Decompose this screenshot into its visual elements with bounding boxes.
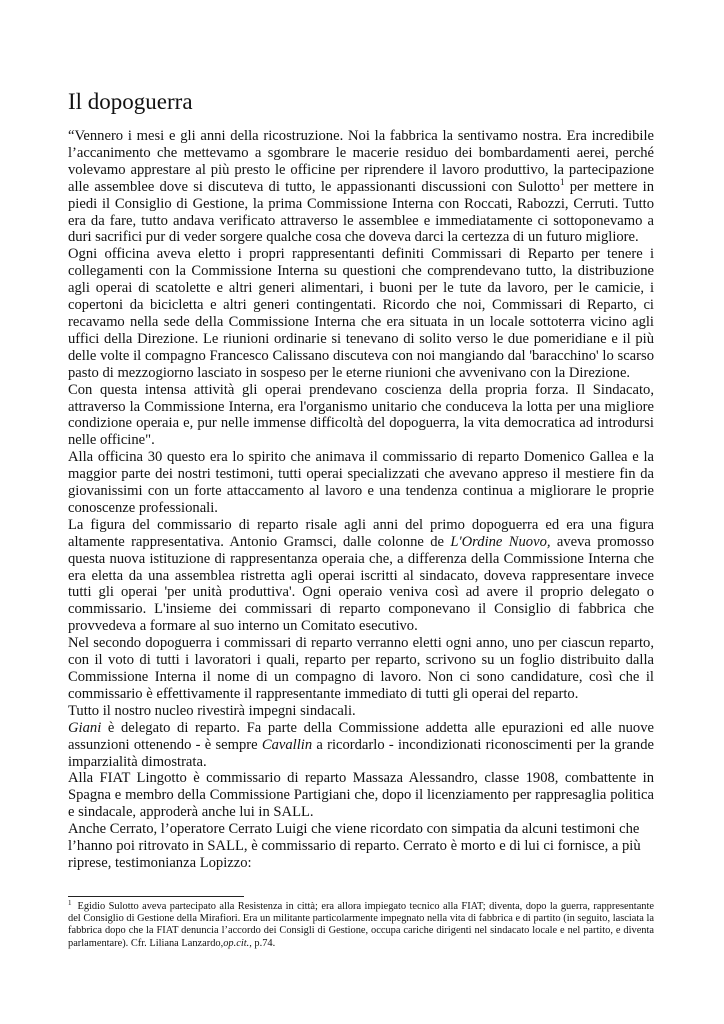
footnote-text-a: Egidio Sulotto aveva partecipato alla Resistenza in città; era allora impiegato tecnico alla FIAT; diventa, dopo la guerra, rappresentante del Consiglio di Gestione della Mirafiori. Era un militante particolarmente impegnato nella vita di fabbrica e di partito (in seguito, lasciata la fabbrica dopo che la FIAT denuncia l’accordo dei Consigli di Gestione, occupa cariche dirigenti nel sindacato locale e nel partito, e diventa parlamentare). Cfr. Liliana Lanzardo, (68, 901, 654, 949)
journal-title: L'Ordine Nuovo, (450, 533, 551, 550)
name-cavallin: Cavallin (261, 736, 313, 753)
footnote-citation: op.cit. (223, 937, 250, 949)
paragraph-9: Alla FIAT Lingotto è commissario di reparto Massaza Alessandro, classe 1908, combattente in Spagna e membro della Commissione Partigiani che, dopo il licenziamento per rappresaglia politica e sindacale, approderà anche lui in SALL. (68, 770, 654, 821)
footnote-number: 1 (68, 898, 72, 907)
name-giani: Giani (68, 719, 102, 736)
paragraph-5 (68, 517, 654, 635)
document-body (68, 128, 654, 872)
paragraph-8 (68, 720, 654, 771)
paragraph-5-text-b: aveva promosso questa nuova istituzione di rappresentanza operaia che, a differenza della Commissione Interna che era eletta da una assemblea ristretta agli operai iscritti al sindacato, doveva rappresentare invece tutti gli operai 'per unità produttiva'. Ogni operaio veniva così ad avere il proprio delegato o commissario. L'insieme dei commissari di reparto componevano il Consiglio di fabbrica che provvedeva a formare al suo interno un Comitato esecutivo. (68, 533, 654, 635)
footnote-reference: 1 (559, 176, 565, 187)
footnote (68, 898, 654, 950)
footnote-separator (68, 896, 244, 897)
paragraph-6: Nel secondo dopoguerra i commissari di reparto verranno eletti ogni anno, uno per ciascun reparto, con il voto di tutti i lavoratori i quali, reparto per reparto, scrivono su un foglio distribuito dalla Commissione Interna il nome di un compagno di lavoro. Non ci sono candidature, così che il commissario è effettivamente il rappresentante immediato di tutti gli operai del reparto. (68, 635, 654, 702)
paragraph-1 (68, 128, 654, 246)
paragraph-1-text-a: “Vennero i mesi e gli anni della ricostruzione. Noi la fabbrica la sentivamo nostra. Era incredibile l’accanimento che mettevamo a sgombrare le macerie residuo dei bombardamenti aerei, perché volevamo apprestare al più presto le officine per riprendere il lavoro produttivo, la partecipazione alle assemblee dove si discuteva di tutto, le appassionanti discussioni con Sulotto (68, 128, 654, 195)
paragraph-5-text-a: La figura del commissario di reparto risale agli anni del primo dopoguerra ed era una figura altamente rappresentativa. Antonio Gramsci, dalle colonne de (68, 516, 654, 550)
paragraph-8-text-a: è delegato di reparto. Fa parte della Commissione addetta alle epurazioni ed alle nuove assunzioni ottenendo - è sempre (68, 719, 654, 753)
paragraph-3: Con questa intensa attività gli operai prendevano coscienza della propria forza. Il Sindacato, attraverso la Commissione Interna, era l'organismo unitario che conduceva la lotta per una migliore condizione operaia e, pur nelle immense difficoltà del dopoguerra, la vita democratica ad introdursi nelle officine". (68, 381, 654, 449)
paragraph-2: Ogni officina aveva eletto i propri rappresentanti definiti Commissari di Reparto per tenere i collegamenti con la Commissione Interna su questioni che comprendevano tutto, la distribuzione agli operai di scatolette e altri generi alimentari, i buoni per le tute da lavoro, per le camicie, i copertoni da bicicletta e altri generi contingentati. Ricordo che noi, Commissari di Reparto, ci recavamo nella sede della Commissione Interna che era situata in un locale sottoterra vicino agli uffici della Direzione. Le riunioni ordinarie si tenevano di solito verso le due pomeridiane e il più delle volte il compagno Francesco Calissano discuteva con noi mangiando dal 'baracchino' lo scarso pasto di mezzogiorno lasciato in sospeso per le eterne riunioni che avvenivano con la Direzione. (68, 246, 654, 381)
paragraph-8-text-b: a ricordarlo - incondizionati riconoscimenti per la grande imparzialità dimostrata. (68, 736, 654, 770)
paragraph-7: Tutto il nostro nucleo rivestirà impegni sindacali. (68, 702, 356, 719)
paragraph-10: Anche Cerrato, l’operatore Cerrato Luigi che viene ricordato con simpatia da alcuni testimoni che l’hanno poi ritrovato in SALL, è commissario di reparto. Cerrato è morto e di lui ci fornisce, a più riprese, testimonianza Lopizzo: (68, 821, 641, 871)
paragraph-4: Alla officina 30 questo era lo spirito che animava il commissario di reparto Domenico Gallea e la maggior parte dei nostri testimoni, tutti operai specializzati che avevano appreso il mestiere fin da giovanissimi con un forte attaccamento al lavoro e una tendenza continua a migliorare le proprie conoscenze professionali. (68, 449, 654, 516)
footnote-text-b: , p.74. (249, 937, 276, 949)
page-title: Il dopoguerra (68, 89, 193, 114)
paragraph-1-text-b: per mettere in piedi il Consiglio di Gestione, la prima Commissione Interna con Roccati, Rabozzi, Cerruti. Tutto era da fare, tutto andava verificato attraverso le assemblee e immediatamente ci sottoponevamo a duri sacrifici pur di veder sorgere qualche cosa che doveva darci la certezza di un futuro migliore. (68, 178, 655, 246)
